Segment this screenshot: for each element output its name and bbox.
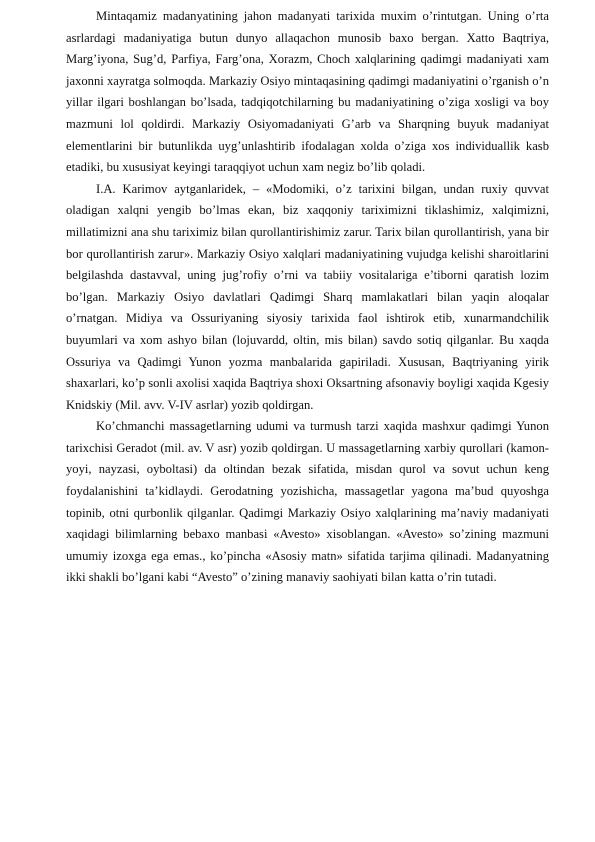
paragraph-1: Mintaqamiz madanyatining jahon madanyati tarixida muxim o’rintutgan. Uning o’rta asrlardagi madaniyatiga butun dunyo allaqachon munosib baxo bergan. Xatto Baqtriya, Marg’iyona, Sug’d, Parfiya, Farg’ona, Xorazm, Choch xalqlarining qadimgi madaniyati xam jaxonni xayratga solmoqda. Markaziy Osiyo mintaqasining qadimgi madaniyatini o’rganish o’n yillar ilgari boshlangan bo’lsada, tadqiqotchilarning bu madaniyatining o’ziga xosligi va boy mazmuni lol qoldirdi. Markaziy Osiyomadaniyati G’arb va Sharqning buyuk madaniyat elementlarini bir butunlikda uyg’unlashtirib ifodalagan xolda o’ziga xos individuallik kasb etadiki, bu xususiyat keyingi taraqqiyot uchun xam negiz bo’lib qoladi. bbox=[66, 9, 549, 175]
document-page bbox=[66, 6, 549, 589]
paragraph-2: I.A. Karimov aytganlaridek, – «Modomiki, o’z tarixini bilgan, undan ruxiy quvvat oladigan xalqni yengib bo’lmas ekan, biz xaqqoniy tariximizni tiklashimiz, xalqimizni, millatimizni ana shu tariximiz bilan qurollantirishimiz zarur. Tarix bilan qurollantirish, yana bir bor qurollantirish zarur». Markaziy Osiyo xalqlari madaniyatining vujudga kelishi sharoitlarini belgilashda dastavval, uning jug’rofiy o’rni va tabiiy vositalariga e’tiborni qaratish lozim bo’lgan. Markaziy Osiyo davlatlari Qadimgi Sharq mamlakatlari bilan yaqin aloqalar o’rnatgan. Midiya va Ossuriyaning siyosiy tarixida faol ishtirok etib, xunarmandchilik buyumlari va xom ashyo bilan (lojuvardd, oltin, mis bilan) savdo sotiq qilganlar. Bu xaqda Ossuriya va Qadimgi Yunon yozma manbalarida gapiriladi. Xususan, Baqtriyaning yirik shaxarlari, ko’p sonli axolisi xaqida Baqtriya shoxi Oksartning afsonaviy boyligi xaqida Kgesiy Knidskiy (Mil. avv. V-IV asrlar) yozib qoldirgan. bbox=[66, 181, 549, 412]
paragraph-3: Ko’chmanchi massagetlarning udumi va turmush tarzi xaqida mashxur qadimgi Yunon tarixchisi Geradot (mil. av. V asr) yozib qoldirgan. U massagetlarning xarbiy qurollari (kamon-yoyi, nayzasi, oyboltasi) da oltindan bezak sifatida, misdan qurol va sovut uchun keng foydalanishini ta’kidlaydi. Gerodatning yozishicha, massagetlar yagona ma’bud quyoshga topinib, otni qurbonlik qilganlar. Qadimgi Markaziy Osiyo xalqlarining ma’naviy madaniyati xaqidagi bilimlarning bebaxo manbasi «Avesto» xisoblangan. «Avesto» so’zining mazmuni umumiy izoxga ega emas., ko’pincha «Asosiy matn» sifatida tarjima qilinadi. Madanyatning ikki shakli bo’lgani kabi “Avesto” o’zining manaviy saohiyati bilan katta o’rin tutadi. bbox=[66, 419, 549, 585]
